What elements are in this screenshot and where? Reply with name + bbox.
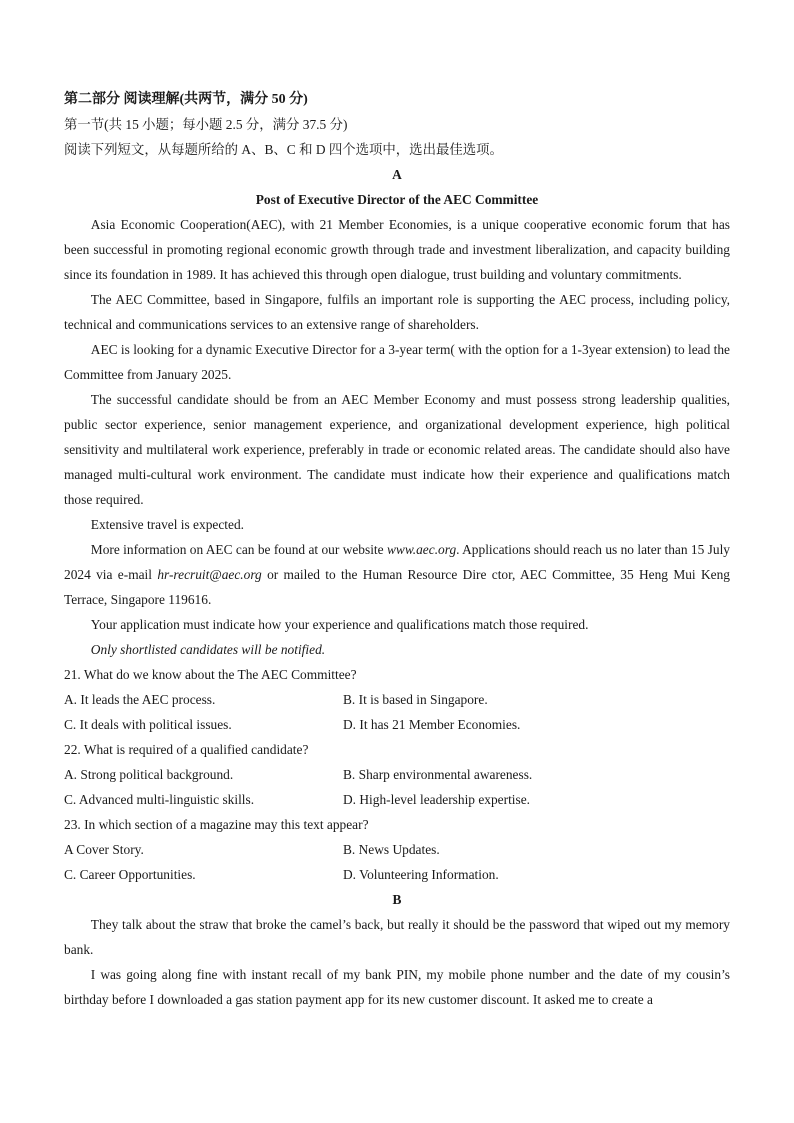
question-21-options: [64, 687, 730, 737]
option-22-a[interactable]: A. Strong political background.: [64, 767, 234, 782]
option-21-b[interactable]: B. It is based in Singapore.: [343, 692, 488, 707]
instructions: 阅读下列短文，从每题所给的 A、B、C 和 D 四个选项中，选出最佳选项。: [64, 142, 503, 157]
part-title: 第二部分 阅读理解(共两节，满分 50 分): [64, 92, 308, 107]
question-22-stem: 22. What is required of a qualified candidate?: [64, 742, 309, 757]
option-22-b[interactable]: B. Sharp environmental awareness.: [343, 767, 533, 782]
passage-b-paragraph-1: They talk about the straw that broke the camel’s back, but really it should be the password that wiped out my memory bank.: [64, 917, 730, 957]
option-22-d[interactable]: D. High-level leadership expertise.: [343, 792, 531, 807]
website-link[interactable]: www.aec.org: [386, 542, 457, 557]
option-23-c[interactable]: C. Career Opportunities.: [64, 867, 196, 882]
option-23-a[interactable]: A Cover Story.: [64, 842, 144, 857]
exam-page: [64, 88, 730, 1012]
option-22-c[interactable]: C. Advanced multi-linguistic skills.: [64, 792, 255, 807]
question-21-stem: 21. What do we know about the The AEC Committee?: [64, 667, 357, 682]
passage-a-title: Post of Executive Director of the AEC Committee: [255, 192, 539, 207]
email-link[interactable]: hr-recruit@aec.org: [157, 567, 262, 582]
passage-a-letter: A: [392, 167, 402, 182]
passage-a-paragraph-4: The successful candidate should be from an AEC Member Economy and must possess strong leadership qualities, public sector experience, senior management experience, and organizational development experience, high political sensitivity and multilateral work experience, preferably in trade or economic related areas. The candidate should also have managed multi-cultural work environment. The candidate must indicate how their experience and qualifications match those required.: [64, 392, 730, 507]
passage-a-closing: Your application must indicate how your experience and qualifications match those required.: [90, 617, 589, 632]
passage-b-letter: B: [392, 892, 402, 907]
option-21-d[interactable]: D. It has 21 Member Economies.: [343, 717, 521, 732]
passage-a-paragraph-2: The AEC Committee, based in Singapore, fulfils an important role is supporting the AEC process, including policy, technical and communications services to an extensive range of shareholders.: [64, 292, 730, 332]
option-21-c[interactable]: C. It deals with political issues.: [64, 717, 232, 732]
option-23-d[interactable]: D. Volunteering Information.: [343, 867, 499, 882]
passage-a-paragraph-1: Asia Economic Cooperation(AEC), with 21 Member Economies, is a unique cooperative economic forum that has been successful in promoting regional economic growth through trade and investment liberalization, and capacity building since its foundation in 1989. It has achieved this through open dialogue, trust building and voluntary commitments.: [64, 217, 730, 282]
question-23-stem: 23. In which section of a magazine may this text appear?: [64, 817, 369, 832]
question-22-options: [64, 762, 730, 812]
question-23-options: [64, 837, 730, 887]
info-text-pre: More information on AEC can be found at our website: [90, 542, 387, 557]
info-text-mid: . Applications should reach us no later than 15 July 2024 via e-mail: [64, 542, 731, 582]
passage-a-note: Only shortlisted candidates will be notified.: [90, 642, 326, 657]
section-title: 第一节(共 15 小题；每小题 2.5 分，满分 37.5 分): [64, 117, 348, 132]
info-text-post: or mailed to the Human Resource Dire ctor, AEC Committee, 35 Heng Mui Keng Terrace, Singapore 119616.: [64, 567, 730, 607]
passage-a-paragraph-3: AEC is looking for a dynamic Executive Director for a 3-year term( with the option for a 1-3year extension) to lead the Committee from January 2025.: [64, 342, 730, 382]
passage-a-paragraph-5: Extensive travel is expected.: [90, 517, 244, 532]
passage-b-paragraph-2: I was going along fine with instant recall of my bank PIN, my mobile phone number and the date of my cousin’s birthday before I downloaded a gas station payment app for its new customer discount. It asked me to create a: [64, 967, 730, 1007]
option-21-a[interactable]: A. It leads the AEC process.: [64, 692, 216, 707]
passage-a-info-paragraph: [64, 537, 730, 612]
option-23-b[interactable]: B. News Updates.: [343, 842, 440, 857]
